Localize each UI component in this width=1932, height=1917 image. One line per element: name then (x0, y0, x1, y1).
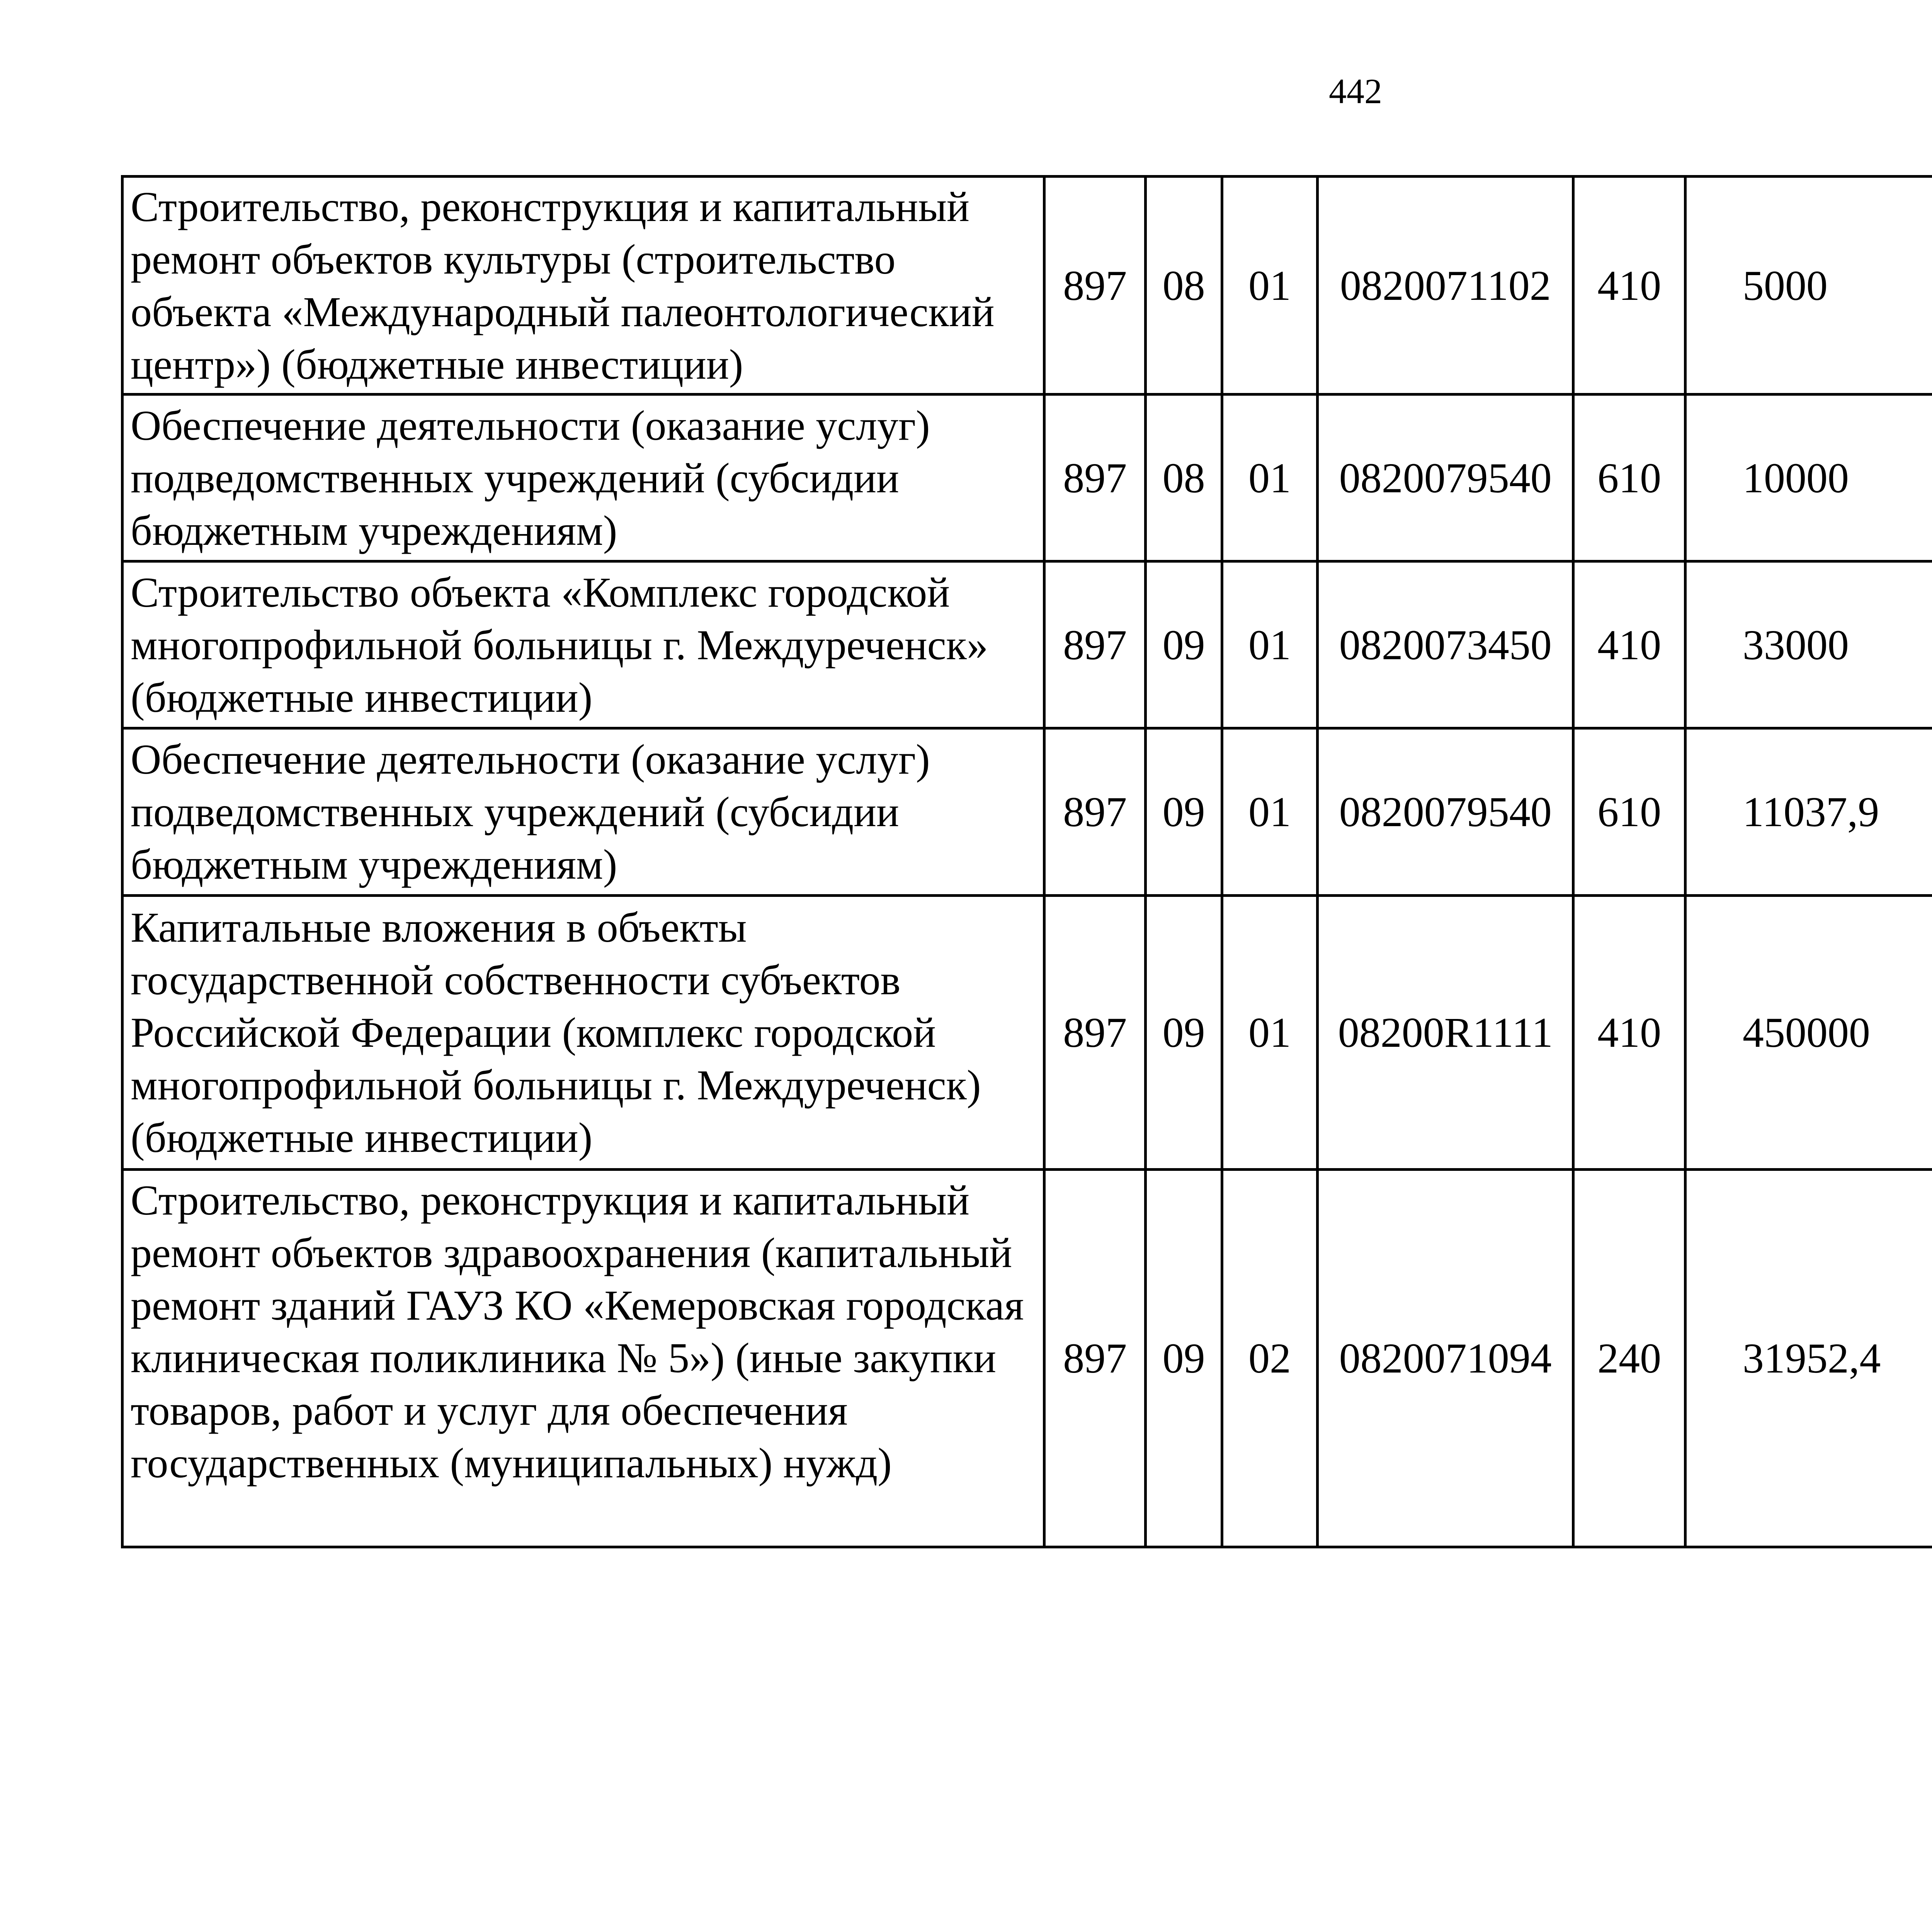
budget-table (121, 175, 1932, 1548)
target-article-code: 0820079540 (1318, 395, 1573, 561)
subsection-code: 01 (1222, 896, 1317, 1170)
expense-type-code: 410 (1573, 896, 1685, 1170)
ministry-code: 897 (1044, 728, 1146, 896)
section-code: 09 (1146, 728, 1222, 896)
row-description: Обеспечение деятельности (оказание услуг) подведомственных учреждений (субсидии бюджетным учреждениям) (122, 395, 1044, 561)
amount-year-1: 33000 (1685, 561, 1932, 728)
expense-type-code: 410 (1573, 177, 1685, 395)
amount-year-1: 11037,9 (1685, 728, 1932, 896)
section-code: 09 (1146, 561, 1222, 728)
section-code: 08 (1146, 395, 1222, 561)
target-article-code: 08200R1111 (1318, 896, 1573, 1170)
table-row (122, 896, 1932, 1170)
row-description: Строительство объекта «Комплекс городской многопрофильной больницы г. Междуреченск» (бюджетные инвестиции) (122, 561, 1044, 728)
amount-year-1: 10000 (1685, 395, 1932, 561)
subsection-code: 01 (1222, 177, 1317, 395)
target-article-code: 0820079540 (1318, 728, 1573, 896)
row-description: Капитальные вложения в объекты государственной собственности субъектов Российской Федерации (комплекс городской многопрофильной больницы г. Междуреченск) (бюджетные инвестиции) (122, 896, 1044, 1170)
expense-type-code: 610 (1573, 728, 1685, 896)
page-number: 442 (1329, 71, 1382, 111)
amount-year-1: 450000 (1685, 896, 1932, 1170)
target-article-code: 0820071102 (1318, 177, 1573, 395)
expense-type-code: 410 (1573, 561, 1685, 728)
amount-year-1: 5000 (1685, 177, 1932, 395)
expense-type-code: 610 (1573, 395, 1685, 561)
subsection-code: 02 (1222, 1170, 1317, 1547)
section-code: 08 (1146, 177, 1222, 395)
section-code: 09 (1146, 1170, 1222, 1547)
section-code: 09 (1146, 896, 1222, 1170)
row-description: Обеспечение деятельности (оказание услуг) подведомственных учреждений (субсидии бюджетным учреждениям) (122, 728, 1044, 896)
table-row (122, 561, 1932, 728)
table-row (122, 728, 1932, 896)
ministry-code: 897 (1044, 177, 1146, 395)
subsection-code: 01 (1222, 561, 1317, 728)
ministry-code: 897 (1044, 561, 1146, 728)
subsection-code: 01 (1222, 395, 1317, 561)
target-article-code: 0820073450 (1318, 561, 1573, 728)
table-row (122, 1170, 1932, 1547)
expense-type-code: 240 (1573, 1170, 1685, 1547)
ministry-code: 897 (1044, 395, 1146, 561)
row-description: Строительство, реконструкция и капитальный ремонт объектов культуры (строительство объекта «Международный палеонтологический центр») (бюджетные инвестиции) (122, 177, 1044, 395)
amount-year-1: 31952,4 (1685, 1170, 1932, 1547)
ministry-code: 897 (1044, 896, 1146, 1170)
ministry-code: 897 (1044, 1170, 1146, 1547)
table-row (122, 177, 1932, 395)
target-article-code: 0820071094 (1318, 1170, 1573, 1547)
table-row (122, 395, 1932, 561)
subsection-code: 01 (1222, 728, 1317, 896)
row-description: Строительство, реконструкция и капитальный ремонт объектов здравоохранения (капитальный ремонт зданий ГАУЗ КО «Кемеровская городская клиническая поликлиника № 5») (иные закупки товаров, работ и услуг для обеспечения государственных (муниципальных) нужд) (122, 1170, 1044, 1547)
